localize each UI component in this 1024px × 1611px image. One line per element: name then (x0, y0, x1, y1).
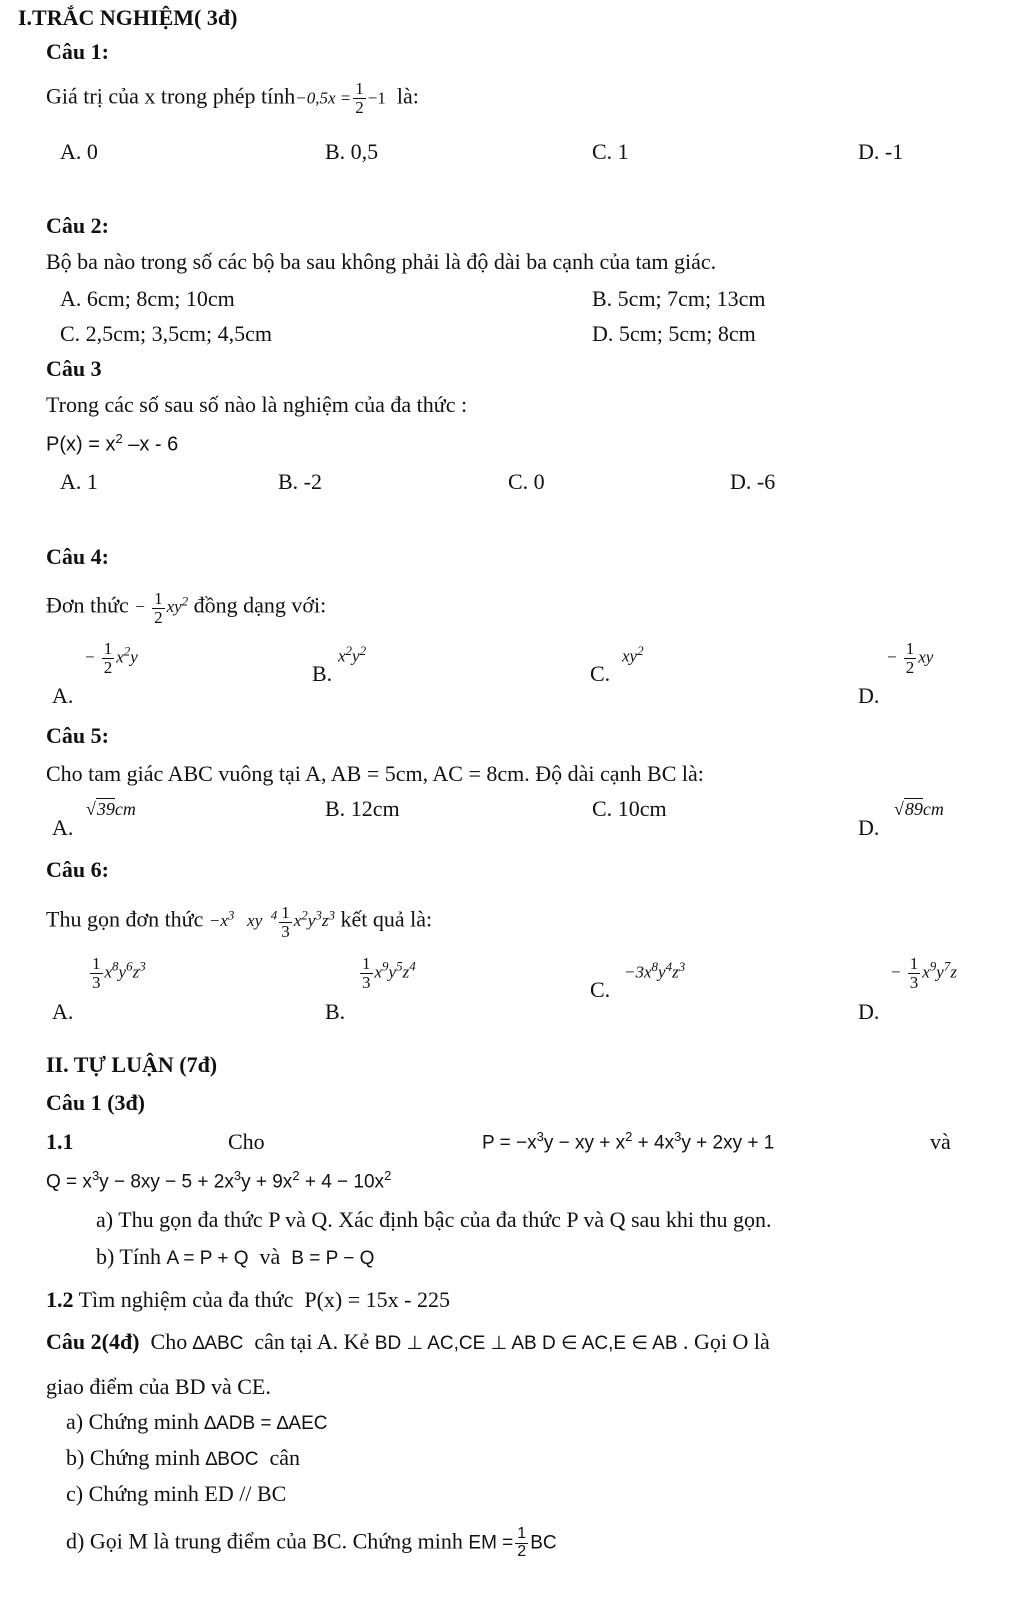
essay-2-a: a) Chứng minh ∆ADB = ∆AEC (66, 1409, 328, 1434)
q5-option-b[interactable]: B. 12cm (325, 796, 400, 821)
question-5-label: Câu 5: (46, 723, 109, 748)
q6-option-a-math[interactable]: $\frac{1}{3}$ $x^8y^6z^3$ (92, 954, 146, 992)
q3-option-c[interactable]: C. 0 (508, 469, 545, 494)
q1-option-b[interactable]: B. 0,5 (325, 139, 379, 164)
q3-polynomial: $P(x) = x^2$ –x - 6 (46, 431, 179, 456)
question-2-label: Câu 2: (46, 213, 109, 238)
q2-option-a[interactable]: A. 6cm; 8cm; 10cm (60, 286, 235, 311)
essay-question-2: Câu 2(4đ) Cho ∆ABC cân tại A. Kẻ BD ⊥ AC,CE ⊥ AB D ∈ AC,E ∈ AB . Gọi O là (46, 1329, 770, 1354)
q3-option-a[interactable]: A. 1 (60, 469, 98, 494)
essay-1-1-a: a) Thu gọn đa thức P và Q. Xác định bậc của đa thức P và Q sau khi thu gọn. (96, 1207, 772, 1232)
polynomial-q: $Q = x^3y - 8xy - 5 + 2x^3y + 9x^2 + 4 - 10x^2$ (46, 1168, 392, 1193)
q1-option-c[interactable]: C. 1 (592, 139, 629, 164)
essay-1-1-va: và (930, 1129, 951, 1154)
question-1-text: Giá trị của x trong phép tính−0,5x = $\frac{1}{2}$ −1 là: (46, 79, 419, 117)
essay-1-1-cho: Cho (228, 1129, 265, 1154)
essay-1-1-label: 1.1 (46, 1129, 74, 1154)
q6-option-b-math[interactable]: $\frac{1}{3}$ $x^9y^5z^4$ (362, 954, 416, 992)
section-title-multiple-choice: I.TRẮC NGHIỆM( 3đ) (18, 5, 238, 30)
q6-option-b-letter: B. (325, 999, 346, 1024)
q4-monomial: − $\frac{1}{2}$ $xy^2$ (134, 589, 189, 627)
q4-option-a-math[interactable]: − $\frac{1}{2}$ $x^2y$ (84, 639, 138, 677)
q1-equation-left: −0,5x = (295, 88, 352, 108)
essay-2-b: b) Chứng minh ∆BOC cân (66, 1445, 300, 1470)
question-4-label: Câu 4: (46, 544, 109, 569)
q1-option-d[interactable]: D. -1 (858, 139, 904, 164)
q1-fraction: $\frac{1}{2}$ (355, 79, 364, 117)
q6-option-c-math[interactable]: $-3x^8y^4z^3$ (624, 959, 686, 982)
q5-option-d-math[interactable]: √89cm (894, 799, 944, 819)
q4-option-a-letter: A. (52, 683, 74, 708)
question-6-text: Thu gọn đơn thức $-x^3$ xy $^4$ $\frac{1}{3}$ $x^2y^3z^3$ kết quả là: (46, 903, 433, 941)
q6-option-d-math[interactable]: − $\frac{1}{3}$ $x^9y^7z$ (890, 954, 957, 992)
q4-option-c-math[interactable]: $xy^2$ (622, 643, 644, 666)
section-title-essay: II. TỰ LUẬN (7đ) (46, 1052, 218, 1077)
q6-expression: $-x^3$ xy $^4$ $\frac{1}{3}$ $x^2y^3z^3$ (208, 903, 335, 941)
q4-option-b-math[interactable]: $x^2y^2$ (338, 643, 367, 666)
q3-option-b[interactable]: B. -2 (278, 469, 322, 494)
question-6-label: Câu 6: (46, 857, 109, 882)
q3-option-d[interactable]: D. -6 (730, 469, 776, 494)
q4-option-d-math[interactable]: − $\frac{1}{2}$ xy (886, 639, 934, 677)
q2-option-b[interactable]: B. 5cm; 7cm; 13cm (592, 286, 766, 311)
essay-question-2-line2: giao điểm của BD và CE. (46, 1374, 271, 1399)
q5-option-a-letter: A. (52, 815, 74, 840)
q6-option-a-letter: A. (52, 999, 74, 1024)
essay-question-1-label: Câu 1 (3đ) (46, 1090, 146, 1115)
q6-option-d-letter: D. (858, 999, 880, 1024)
polynomial-p: $P = -x^3y$ − xy + $x^2 + 4x^3y + 2xy + 1$ (482, 1129, 775, 1154)
question-5-text: Cho tam giác ABC vuông tại A, AB = 5cm, AC = 8cm. Độ dài cạnh BC là: (46, 761, 704, 786)
q4-option-d-letter: D. (858, 683, 880, 708)
q5-option-d-letter: D. (858, 815, 880, 840)
q4-option-b-letter: B. (312, 661, 333, 686)
q5-option-a-math[interactable]: √39cm (86, 799, 136, 819)
q2-option-d[interactable]: D. 5cm; 5cm; 8cm (592, 321, 756, 346)
q2-option-c[interactable]: C. 2,5cm; 3,5cm; 4,5cm (60, 321, 273, 346)
essay-1-1-b: b) Tính A = P + Q và B = P − Q (96, 1244, 375, 1269)
question-1-label: Câu 1: (46, 39, 109, 64)
essay-2-d: d) Gọi M là trung điểm của BC. Chứng minh EM = $\frac{1}{2}$ BC (66, 1525, 557, 1560)
essay-2-c: c) Chứng minh ED // BC (66, 1481, 287, 1506)
essay-1-2: 1.2 Tìm nghiệm của đa thức P(x) = 15x - 225 (46, 1287, 450, 1312)
question-2-text: Bộ ba nào trong số các bộ ba sau không phải là độ dài ba cạnh của tam giác. (46, 249, 717, 274)
q6-option-c-letter: C. (590, 977, 611, 1002)
q5-option-c[interactable]: C. 10cm (592, 796, 667, 821)
question-4-text: Đơn thức − $\frac{1}{2}$ $xy^2$ đồng dạng với: (46, 589, 327, 627)
question-3-text: Trong các số sau số nào là nghiệm của đa thức : (46, 392, 468, 417)
question-3-label: Câu 3 (46, 356, 102, 381)
q1-option-a[interactable]: A. 0 (60, 139, 98, 164)
q4-option-c-letter: C. (590, 661, 611, 686)
